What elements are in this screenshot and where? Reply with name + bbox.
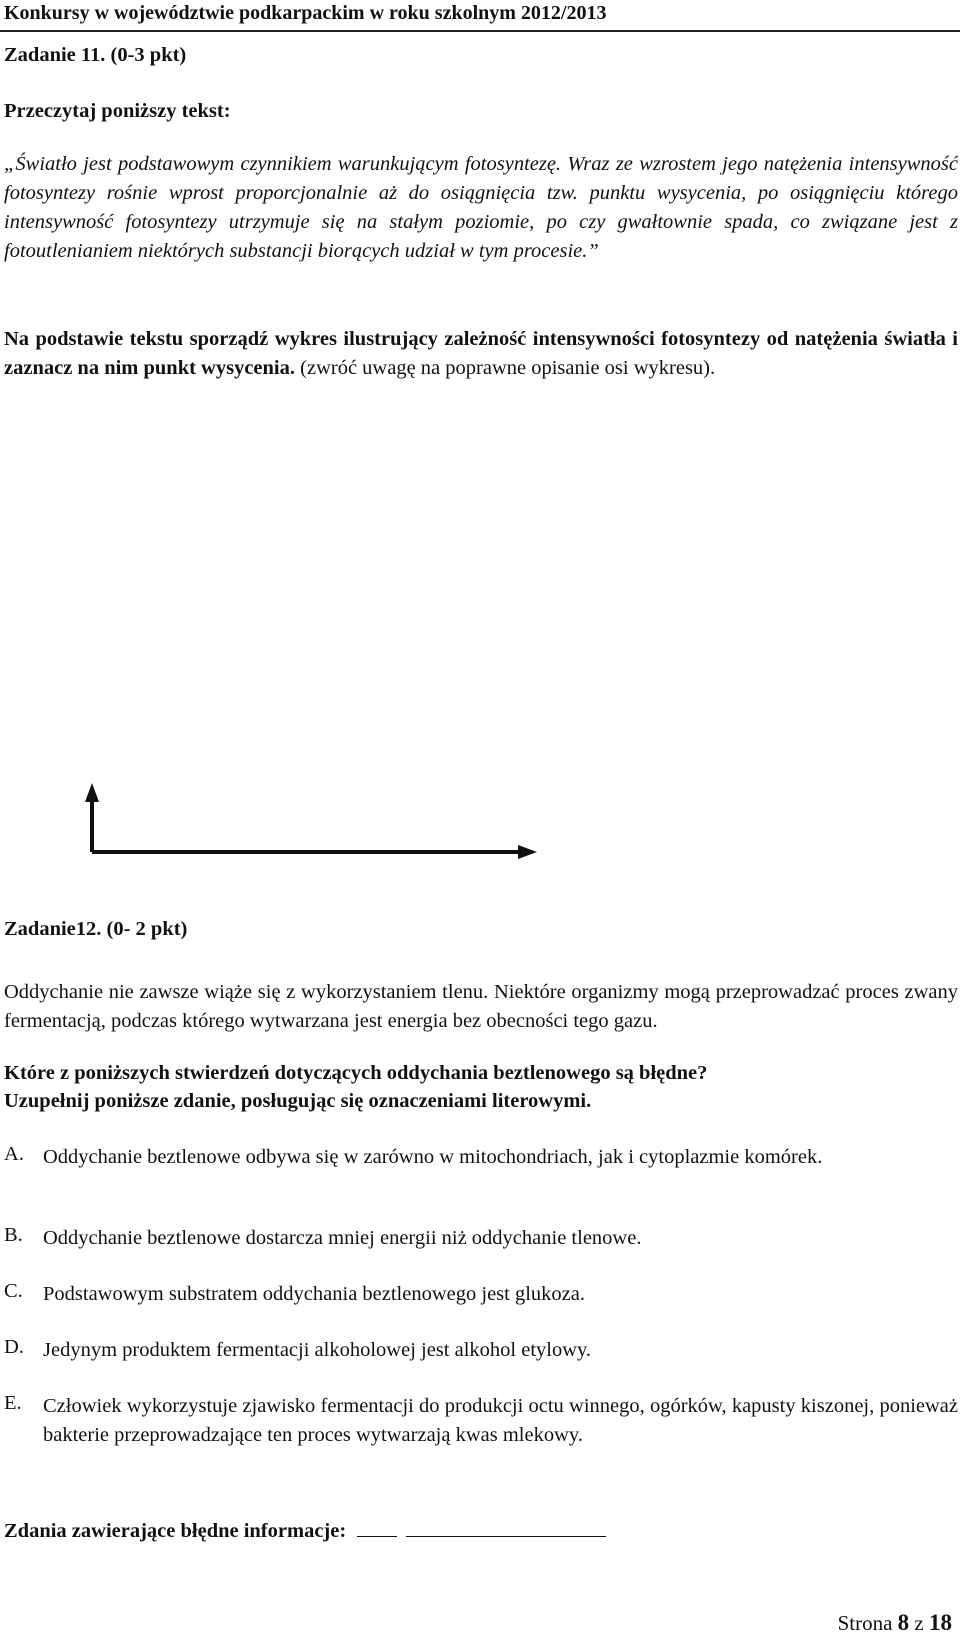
option-letter: D. [4,1336,24,1358]
task11-command-normal: (zwróć uwagę na poprawne opisanie osi wykresu). [295,357,716,379]
option-text: Człowiek wykorzystuje zjawisko fermentacji do produkcji octu winnego, ogórków, kapusty kiszonej, ponieważ bakterie przeprowadzające ten proces wytwarzają kwas mlekowy. [43,1395,958,1446]
task12-title: Zadanie12. (0- 2 pkt) [4,918,188,940]
task11-command-bold: Na podstawie tekstu sporządź wykres ilustrujący zależność intensywności fotosyntezy od natężenia światła i zaznacz na nim punkt wysycenia. [4,328,958,379]
option-e [0,1392,960,1482]
option-text: Jedynym produktem fermentacji alkoholowej jest alkohol etylowy. [43,1339,592,1361]
answer-blank-long[interactable] [406,1516,606,1537]
option-a [0,1143,960,1177]
x-axis-arrow-icon [518,845,537,859]
option-letter: A. [4,1143,24,1165]
option-text: Oddychanie beztlenowe dostarcza mniej energii niż oddychanie tlenowe. [43,1227,642,1249]
task12-intro: Oddychanie nie zawsze wiąże się z wykorzystaniem tlenu. Niektóre organizmy mogą przeprowadzać proces zwany fermentacją, podczas którego wytwarzana jest energia bez obecności tego gazu. [4,981,958,1032]
total-pages: 18 [929,1610,952,1635]
y-axis-arrow-icon [85,783,99,802]
answer-row [4,1516,606,1543]
option-letter: C. [4,1280,23,1302]
task11-quote: „Światło jest podstawowym czynnikiem warunkującym fotosyntezę. Wraz ze wzrostem jego natężenia intensywność fotosyntezy rośnie wprost proporcjonalnie aż do osiągnięcia tzw. punktu wysycenia, po osiągnięciu którego intensywność fotosyntezy utrzymuje się na stałym poziomie, po czy gwałtownie spada, co związane jest z fotoutlenianiem niektórych substancji biorących udział w tym procesie.” [4,153,958,262]
option-b [0,1224,960,1258]
option-letter: B. [4,1224,23,1246]
page-separator: z [909,1611,929,1635]
option-letter: E. [4,1392,22,1414]
task11-title: Zadanie 11. (0-3 pkt) [4,44,187,66]
header-title: Konkursy w województwie podkarpackim w roku szkolnym 2012/2013 [4,2,607,24]
page-number [838,1610,952,1636]
answer-label: Zdania zawierające błędne informacje: [4,1520,347,1542]
task11-instruction: Przeczytaj poniższy tekst: [4,100,231,122]
option-d [0,1336,960,1370]
option-c [0,1280,960,1314]
current-page: 8 [897,1610,910,1635]
page-prefix: Strona [837,1611,898,1635]
task12-question: Które z poniższych stwierdzeń dotyczących oddychania beztlenowego są błędne? [4,1062,708,1084]
answer-blank-short[interactable] [357,1516,397,1537]
option-text: Podstawowym substratem oddychania beztlenowego jest glukoza. [43,1283,585,1305]
option-text: Oddychanie beztlenowe odbywa się w zarówno w mitochondriach, jak i cytoplazmie komórek. [43,1146,823,1168]
task12-instruction: Uzupełnij poniższe zdanie, posługując się oznaczeniami literowymi. [4,1090,592,1112]
